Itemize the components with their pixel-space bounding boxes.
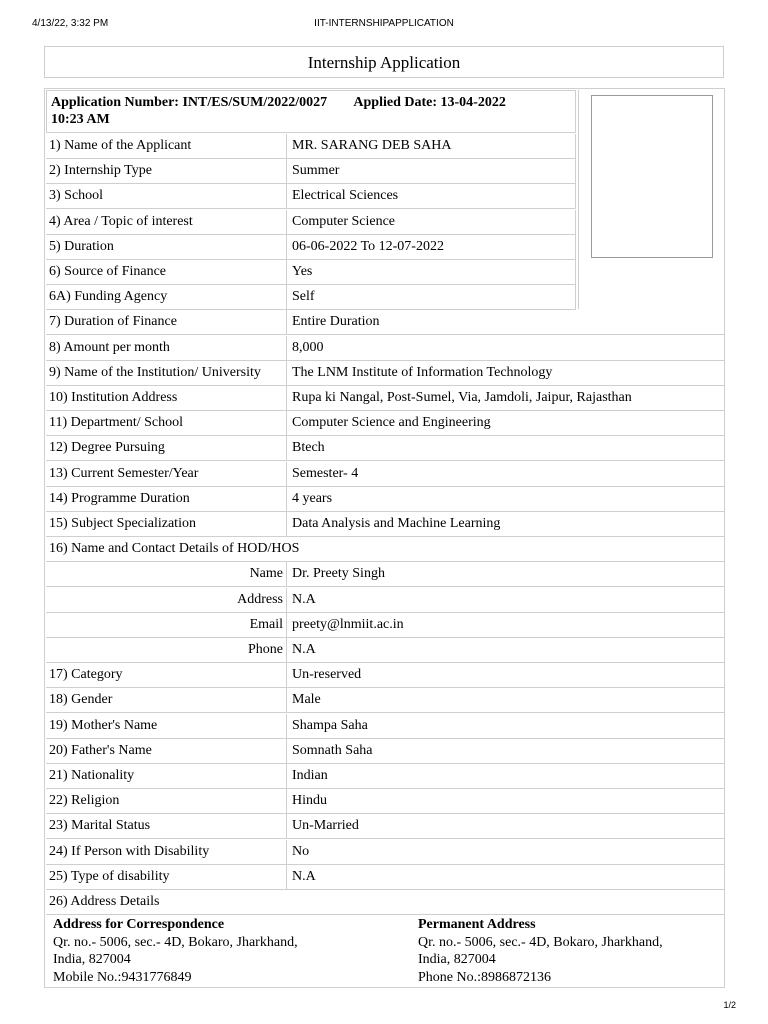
field-label: 6) Source of Finance <box>46 260 287 284</box>
field-value: Electrical Sciences <box>292 188 399 204</box>
field-value: Dr. Preety Singh <box>292 566 385 582</box>
field-value: 4 years <box>292 490 333 506</box>
field-value: Hindu <box>292 793 327 809</box>
form-row <box>46 210 576 235</box>
field-label: 17) Category <box>46 663 287 687</box>
field-label: 26) Address Details <box>49 894 160 909</box>
field-value: Somnath Saha <box>292 742 373 758</box>
field-label: Phone <box>46 638 287 662</box>
application-number: INT/ES/SUM/2022/0027 <box>182 95 328 110</box>
field-value: Yes <box>292 264 313 279</box>
form-row <box>46 260 576 285</box>
field-value: Entire Duration <box>292 314 380 330</box>
field-label: 11) Department/ School <box>46 411 287 435</box>
form-row <box>46 714 724 739</box>
field-label: 14) Programme Duration <box>46 487 287 511</box>
correspondence-address-line2: India, 827004 <box>53 952 131 967</box>
form-row <box>46 512 724 537</box>
field-label: Name <box>46 562 287 586</box>
field-label: 5) Duration <box>46 235 287 259</box>
field-label: 8) Amount per month <box>46 336 287 360</box>
form-row <box>46 789 724 814</box>
form-row <box>46 285 576 310</box>
field-value: Data Analysis and Machine Learning <box>292 516 501 531</box>
form-row <box>46 487 724 512</box>
field-value: 8,000 <box>292 339 324 355</box>
field-label: 1) Name of the Applicant <box>46 134 287 158</box>
form-row <box>46 361 724 386</box>
form-row <box>46 436 724 461</box>
form-row <box>46 134 576 159</box>
page-number: 1/2 <box>723 1000 736 1010</box>
field-value: Un-reserved <box>292 667 362 683</box>
form-row <box>46 739 724 764</box>
field-label: 12) Degree Pursuing <box>46 436 287 460</box>
permanent-address-line1: Qr. no.- 5006, sec.- 4D, Bokaro, Jharkhand, <box>418 934 663 950</box>
field-value: Computer Science and Engineering <box>292 415 491 431</box>
form-row <box>46 562 724 587</box>
form-row <box>46 814 724 839</box>
print-page-title: IIT-INTERNSHIPAPPLICATION <box>314 18 454 29</box>
field-label: 6A) Funding Agency <box>46 285 287 309</box>
field-value: No <box>292 843 310 859</box>
form-row <box>46 865 724 890</box>
field-value: N.A <box>292 642 316 657</box>
permanent-address-line2: India, 827004 <box>418 952 496 967</box>
field-value: Shampa Saha <box>292 717 368 733</box>
field-value: Male <box>292 692 321 708</box>
applicant-photo <box>591 95 713 258</box>
application-number-label: Application Number: <box>51 95 179 110</box>
field-label: Address <box>46 588 287 612</box>
form-row <box>46 890 724 915</box>
field-value: preety@lnmiit.ac.in <box>292 616 404 632</box>
field-value: Rupa ki Nangal, Post-Sumel, Via, Jamdoli, Jaipur, Rajasthan <box>292 390 632 405</box>
correspondence-address-heading: Address for Correspondence <box>53 917 225 932</box>
field-label: 15) Subject Specialization <box>46 512 287 536</box>
field-label: 25) Type of disability <box>46 865 287 889</box>
form-row <box>46 638 724 663</box>
field-value: Self <box>292 289 315 305</box>
field-value: 06-06-2022 To 12-07-2022 <box>292 238 444 254</box>
form-row <box>46 588 724 613</box>
field-label: 22) Religion <box>46 789 287 813</box>
field-label: 24) If Person with Disability <box>46 840 287 864</box>
form-row <box>46 310 724 335</box>
applied-time: 10:23 AM <box>51 112 110 127</box>
form-row <box>46 462 724 487</box>
field-value: N.A <box>292 868 316 884</box>
applied-date: 13-04-2022 <box>440 95 506 110</box>
field-value: Un-Married <box>292 818 359 834</box>
field-value: Semester- 4 <box>292 465 359 481</box>
permanent-address <box>418 916 663 986</box>
form-row <box>46 688 724 713</box>
field-label: 18) Gender <box>46 688 287 712</box>
field-value: The LNM Institute of Information Technology <box>292 364 553 380</box>
permanent-phone: Phone No.:8986872136 <box>418 969 551 985</box>
form-row <box>46 235 576 260</box>
field-label: 9) Name of the Institution/ University <box>46 361 287 385</box>
form-row <box>46 764 724 789</box>
field-label: 16) Name and Contact Details of HOD/HOS <box>49 541 300 557</box>
field-value: MR. SARANG DEB SAHA <box>292 138 452 153</box>
field-label: 2) Internship Type <box>46 159 287 183</box>
form-row <box>46 537 724 562</box>
field-label: 19) Mother's Name <box>46 714 287 738</box>
field-value: Computer Science <box>292 213 396 229</box>
field-label: 7) Duration of Finance <box>46 310 287 334</box>
field-label: Email <box>46 613 287 637</box>
correspondence-address-line1: Qr. no.- 5006, sec.- 4D, Bokaro, Jharkhand, <box>53 934 298 950</box>
field-label: 23) Marital Status <box>46 814 287 838</box>
field-label: 13) Current Semester/Year <box>46 462 287 486</box>
application-form <box>44 88 725 988</box>
permanent-address-heading: Permanent Address <box>418 917 536 932</box>
field-value: Btech <box>292 440 325 456</box>
print-datetime: 4/13/22, 3:32 PM <box>32 18 109 29</box>
field-value: Summer <box>292 163 340 179</box>
application-number-cell <box>46 90 576 133</box>
form-row <box>46 411 724 436</box>
field-label: 3) School <box>46 184 287 208</box>
form-row <box>46 386 724 411</box>
field-label: 20) Father's Name <box>46 739 287 763</box>
form-row <box>46 663 724 688</box>
form-row <box>46 336 724 361</box>
field-label: 4) Area / Topic of interest <box>46 210 287 234</box>
correspondence-mobile: Mobile No.:9431776849 <box>53 969 192 985</box>
field-value: Indian <box>292 768 328 783</box>
field-label: 10) Institution Address <box>46 386 287 410</box>
correspondence-address <box>53 916 298 986</box>
form-title: Internship Application <box>44 46 724 78</box>
field-label: 21) Nationality <box>46 764 287 788</box>
form-row <box>46 613 724 638</box>
form-row <box>46 184 576 209</box>
form-row <box>46 159 576 184</box>
form-row <box>46 840 724 865</box>
applied-date-label: Applied Date: <box>353 95 438 110</box>
field-value: N.A <box>292 591 316 607</box>
